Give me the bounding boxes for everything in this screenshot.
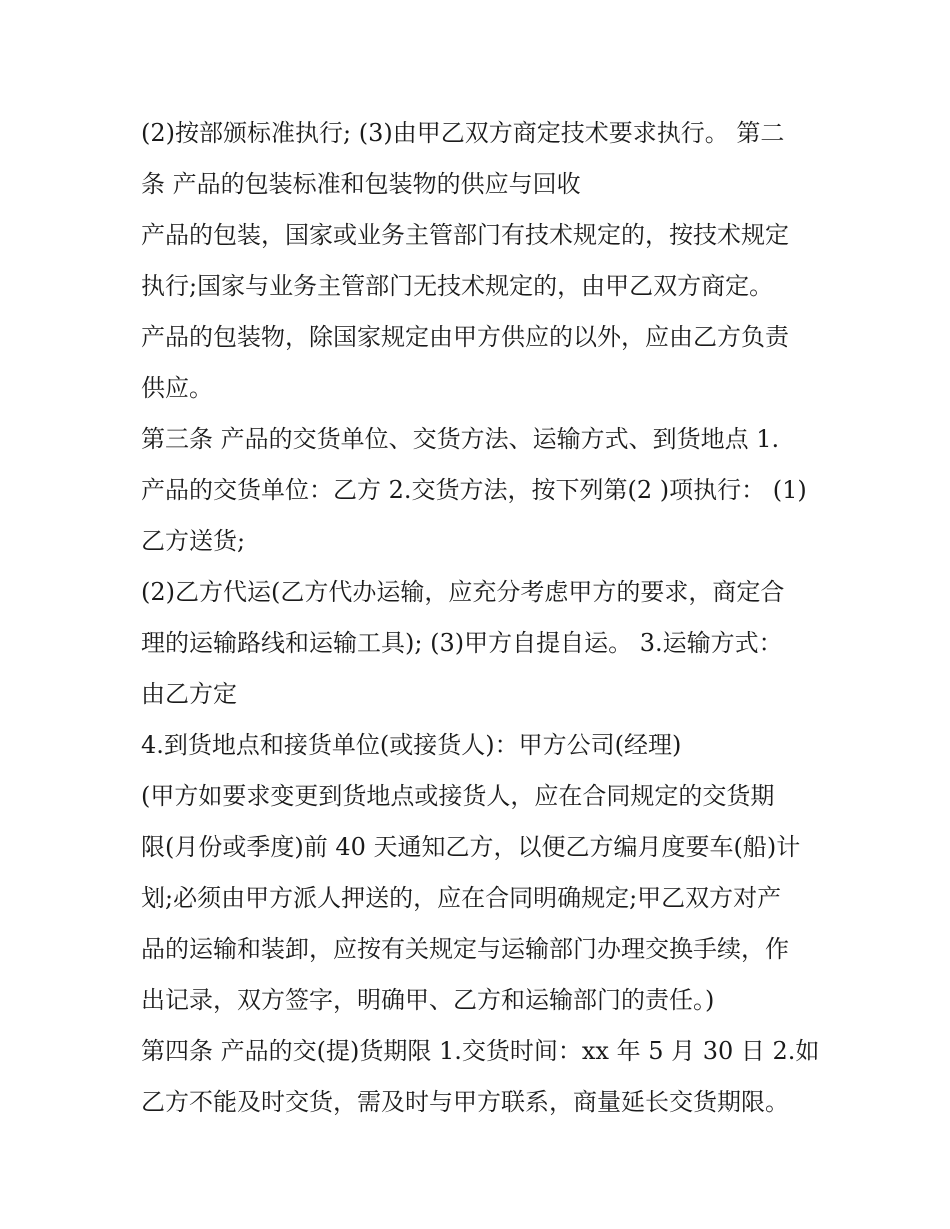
text-line: 第三条 产品的交货单位、交货方法、运输方式、到货地点 1. xyxy=(141,425,780,453)
text-line: 条 产品的包装标准和包装物的供应与回收 xyxy=(141,170,581,198)
text-line: 乙方不能及时交货，需及时与甲方联系，商量延长交货期限。 xyxy=(141,1088,789,1116)
text-line: 4.到货地点和接货单位(或接货人)：甲方公司(经理) xyxy=(141,731,682,759)
text-line: 理的运输路线和运输工具); (3)甲方自提自运。 3.运输方式： xyxy=(141,629,783,657)
text-line: 出记录，双方签字，明确甲、乙方和运输部门的责任。) xyxy=(141,986,715,1014)
text-line: 第四条 产品的交(提)货期限 1.交货时间：xx 年 5 月 30 日 2.如 xyxy=(141,1037,820,1065)
text-line: (甲方如要求变更到货地点或接货人，应在合同规定的交货期 xyxy=(141,782,775,810)
text-line: 产品的包装物，除国家规定由甲方供应的以外，应由乙方负责 xyxy=(141,323,789,351)
text-line: 供应。 xyxy=(141,374,213,402)
text-line: (2)按部颁标准执行; (3)由甲乙双方商定技术要求执行。 第二 xyxy=(141,119,785,147)
text-line: (2)乙方代运(乙方代办运输，应充分考虑甲方的要求，商定合 xyxy=(141,578,785,606)
text-line: 划;必须由甲方派人押送的，应在合同明确规定;甲乙双方对产 xyxy=(141,884,782,912)
text-line: 由乙方定 xyxy=(141,680,237,708)
text-line: 品的运输和装卸，应按有关规定与运输部门办理交换手续，作 xyxy=(141,935,789,963)
text-line: 限(月份或季度)前 40 天通知乙方，以便乙方编月度要车(船)计 xyxy=(141,833,801,861)
text-line: 乙方送货; xyxy=(141,527,246,555)
contract-text-body xyxy=(141,108,821,1128)
text-line: 产品的交货单位：乙方 2.交货方法，按下列第(2 )项执行： (1) xyxy=(141,476,807,504)
text-line: 产品的包装，国家或业务主管部门有技术规定的，按技术规定 xyxy=(141,221,789,249)
text-line: 执行;国家与业务主管部门无技术规定的，由甲乙双方商定。 xyxy=(141,272,774,300)
